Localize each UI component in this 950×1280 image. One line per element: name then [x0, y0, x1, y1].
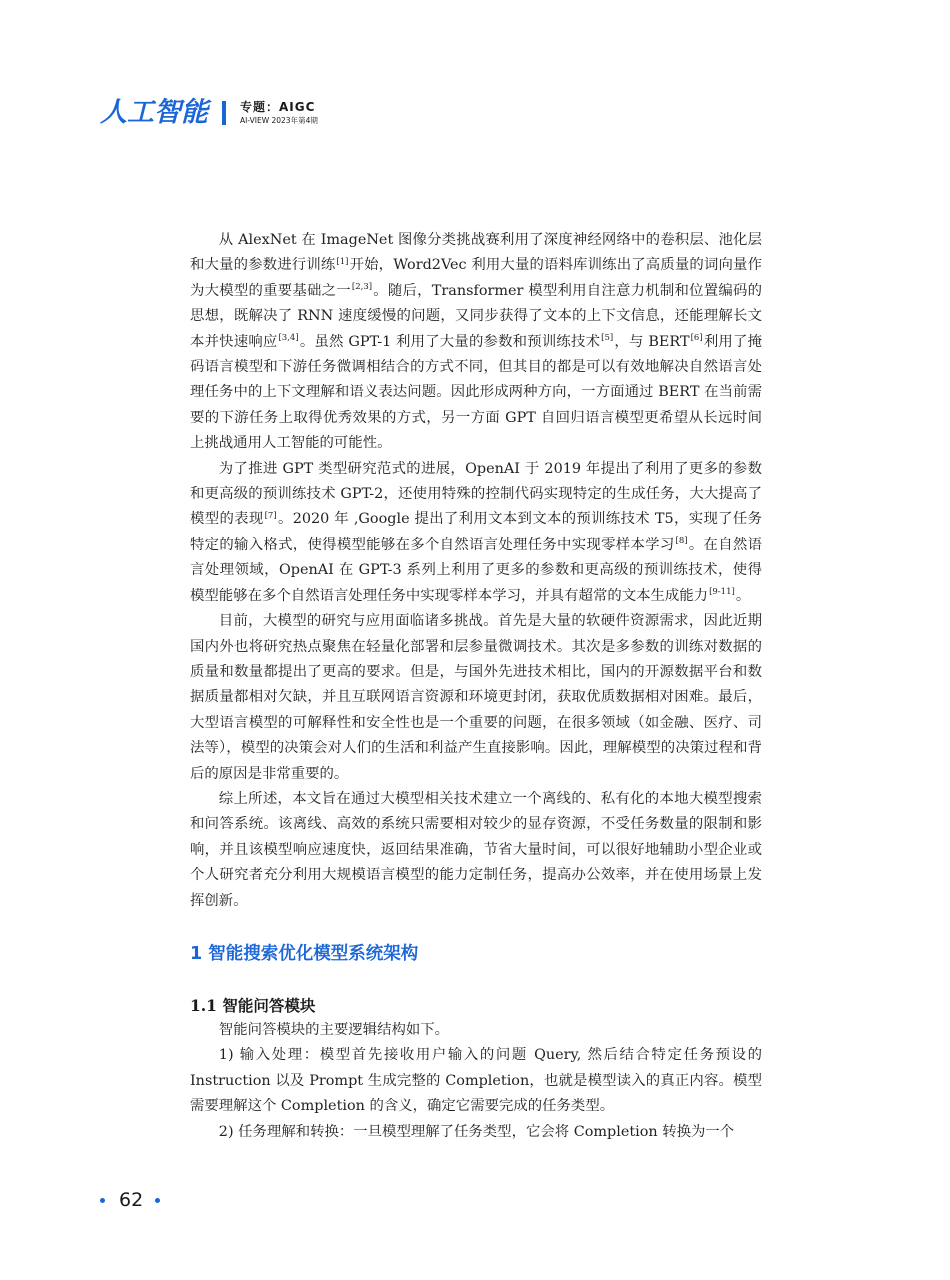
bullet-dot-right: [155, 1198, 160, 1203]
citation: [2,3]: [351, 282, 373, 293]
paragraph-2: [190, 457, 762, 609]
header-divider: [222, 101, 226, 125]
text-span: 。随后，Transformer 模型利用自注意力机制和位置编码的思想，既解决了 RNN 速度缓慢的问题，又同步获得了文本的上下文信息，还能理解长文本并快速响应: [190, 282, 762, 350]
text-span: ，与 BERT: [614, 333, 690, 350]
paragraph-5: 智能问答模块的主要逻辑结构如下。: [218, 1021, 450, 1038]
text-span: 。虽然 GPT-1 利用了大量的参数和预训练技术: [299, 333, 601, 350]
text-span: 。在自然语言处理领域，OpenAI 在 GPT-3 系列上利用了更多的参数和更高级的预训练技术，使得模型能够在多个自然语言处理任务中实现零样本学习，并具有超常的文本生成能力: [190, 536, 762, 604]
issue-label: AI-VIEW 2023年第4期: [240, 116, 318, 125]
text-span: 。: [735, 587, 751, 604]
citation: [6]: [690, 332, 703, 343]
page-header: [100, 96, 318, 130]
text-span: 利用了掩码语言模型和下游任务微调相结合的方式不同，但其目的都是可以有效地解决自然语言处理任务中的上下文理解和语义表达问题。因此形成两种方向，一方面通过 BERT 在当前需要的下游任务上取得优秀效果的方式，另一方面 GPT 自回归语言模型更希望从长远时间上挑战通用人工智能的可能性。: [190, 333, 762, 452]
citation: [3,4]: [278, 332, 299, 343]
page-number: [100, 1184, 160, 1216]
header-info: [240, 100, 318, 126]
text-span: 开始，Word2Vec 利用大量的语料库训练出了高质量的词向量作为大模型的重要基础之一: [190, 257, 762, 299]
journal-logo: 人工智能: [100, 97, 208, 128]
page-number-text: 62: [119, 1189, 144, 1211]
paragraph-4: 综上所述，本文旨在通过大模型相关技术建立一个离线的、私有化的本地大模型搜索和问答系统。该离线、高效的系统只需要相对较少的显存资源，不受任务数量的限制和影响，并且该模型响应速度快，返回结果准确，节省大量时间，可以很好地辅助小型企业或个人研究者充分利用大规模语言模型的能力定制任务，提高办公效率，并在使用场景上发挥创新。: [190, 790, 762, 909]
text-span: 。2020 年 ,Google 提出了利用文本到文本的预训练技术 T5，实现了任务特定的输入格式，使得模型能够在多个自然语言处理任务中实现零样本学习: [190, 511, 762, 553]
citation: [1]: [336, 256, 349, 267]
paragraph-7: 2) 任务理解和转换：一旦模型理解了任务类型，它会将 Completion 转换为一个: [218, 1123, 735, 1140]
citation: [9-11]: [709, 586, 735, 597]
text-span: 从 AlexNet 在 ImageNet 图像分类挑战赛利用了深度神经网络中的卷积层、池化层和大量的参数进行训练: [190, 232, 762, 274]
paragraph-1: [190, 228, 762, 457]
citation: [8]: [675, 536, 688, 547]
text-span: 为了推进 GPT 类型研究范式的进展，OpenAI 于 2019 年提出了利用了更多的参数和更高级的预训练技术 GPT-2，还使用特殊的控制代码实现特定的生成任务，大大提高了模型的表现: [190, 460, 762, 528]
citation: [7]: [264, 510, 277, 521]
paragraph-3: 目前，大模型的研究与应用面临诸多挑战。首先是大量的软硬件资源需求，因此近期国内外也将研究热点聚焦在轻量化部署和层参量微调技术。其次是多参数的训练对数据的质量和数量都提出了更高的要求。但是，与国外先进技术相比，国内的开源数据平台和数据质量都相对欠缺，并且互联网语言资源和环境更封闭，获取优质数据相对困难。最后，大型语言模型的可解释性和安全性也是一个重要的问题，在很多领域（如金融、医疗、司法等），模型的决策会对人们的生活和利益产生直接影响。因此，理解模型的决策过程和背后的原因是非常重要的。: [190, 613, 762, 782]
citation: [5]: [601, 332, 614, 343]
subsection-heading: 1.1 智能问答模块: [190, 995, 316, 1015]
article-body: [190, 228, 762, 1145]
topic-label: 专题：AIGC: [240, 100, 316, 114]
section-heading: 1 智能搜索优化模型系统架构: [190, 943, 419, 964]
bullet-dot-left: [100, 1198, 105, 1203]
paragraph-6: 1) 输入处理：模型首先接收用户输入的问题 Query, 然后结合特定任务预设的 Instruction 以及 Prompt 生成完整的 Completion，也就是模型读入的真正内容。模型需要理解这个 Completion 的含义，确定它需要完成的任务类型。: [190, 1047, 762, 1115]
